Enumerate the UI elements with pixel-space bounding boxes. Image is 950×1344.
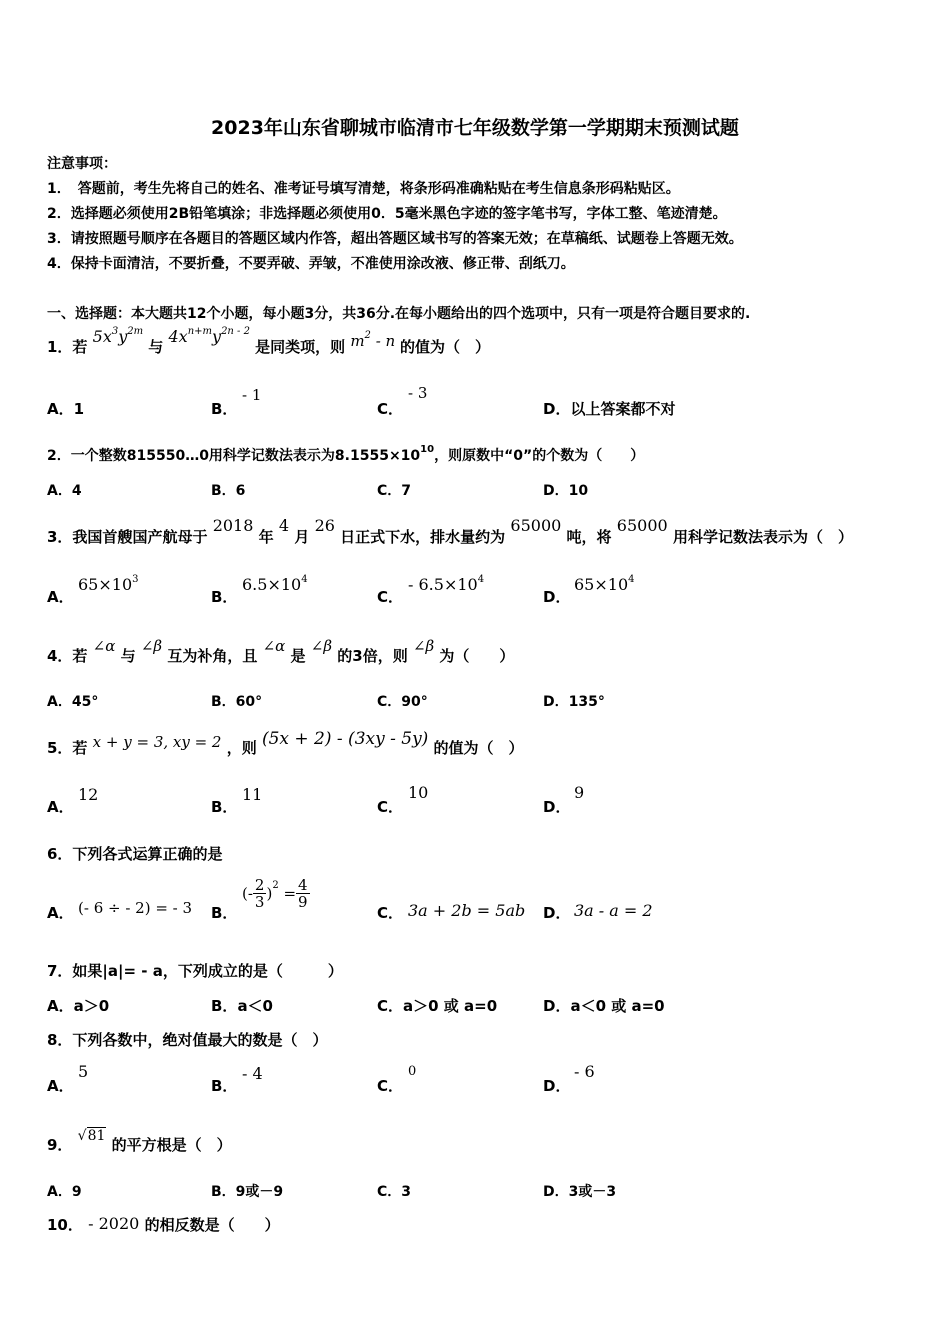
option-d: D．a＜0 或 a=0 xyxy=(543,997,665,1015)
notice-item: 4．保持卡面清洁，不要折叠，不要弄破、弄皱，不准使用涂改液、修正带、刮纸刀。 xyxy=(47,256,575,272)
option-a: A． xyxy=(47,1077,74,1095)
option-b-value: 11 xyxy=(242,785,263,804)
question-7: 7．如果|a|= - a，下列成立的是（ ） xyxy=(47,962,343,980)
option-b-value: $6.5\times 10^4$ xyxy=(242,573,308,594)
option-d: D． xyxy=(543,904,571,922)
option-d: D．10 xyxy=(543,483,589,499)
option-c: C． xyxy=(377,904,404,922)
sqrt-expr: √81 xyxy=(77,1128,106,1144)
question-10: 10． - 2020 的相反数是（ ） xyxy=(47,1214,280,1234)
option-c: C． xyxy=(377,400,404,418)
option-b: B．9或－9 xyxy=(211,1184,284,1200)
option-a-value: (- 6 ÷ - 2) = - 3 xyxy=(78,899,193,917)
option-d: D．135° xyxy=(543,694,605,710)
option-c: C．3 xyxy=(377,1184,412,1200)
option-a-value: $65\times 10^3$ xyxy=(78,573,139,594)
option-b: B．a＜0 xyxy=(211,997,273,1015)
option-c-value: - 3 xyxy=(408,384,428,402)
option-b: B． xyxy=(211,798,238,816)
option-a: A． xyxy=(47,798,74,816)
option-b: B．6 xyxy=(211,483,246,499)
expr-3: $m^2$ - n xyxy=(350,330,396,350)
option-b: B． xyxy=(211,400,238,418)
question-4: 4．若 ∠α 与 ∠β 互为补角，且 ∠α 是 ∠β 的3倍，则 ∠β 为（ ） xyxy=(47,637,515,665)
notice-item: 1． 答题前，考生先将自己的姓名、准考证号填写清楚，将条形码准确粘贴在考生信息条形码粘贴区。 xyxy=(47,181,680,197)
option-c-value: - $6.5\times 10^4$ xyxy=(408,573,485,594)
notice-item: 2．选择题必须使用2B铅笔填涂；非选择题必须使用0．5毫米黑色字迹的签字笔书写，字体工整、笔迹清楚。 xyxy=(47,206,727,222)
option-c-value: 0 xyxy=(408,1064,417,1079)
option-c: C． xyxy=(377,798,404,816)
option-b: B． xyxy=(211,588,238,606)
option-d: D．以上答案都不对 xyxy=(543,400,676,418)
option-b: B．60° xyxy=(211,694,263,710)
section-heading: 一、选择题：本大题共12个小题，每小题3分，共36分.在每小题给出的四个选项中，只有一项是符合题目要求的. xyxy=(47,306,751,322)
option-d-value: $65\times 10^4$ xyxy=(574,573,635,594)
option-b: B． xyxy=(211,904,238,922)
option-c-value: 3a + 2b = 5ab xyxy=(408,901,526,920)
question-3: 3．我国首艘国产航母于 2018 年 4 月 26 日正式下水，排水量约为 65000 吨，将 65000 用科学记数法表示为（ ） xyxy=(47,516,853,546)
option-c: C． xyxy=(377,1077,404,1095)
option-d: D． xyxy=(543,1077,571,1095)
question-6: 6．下列各式运算正确的是 xyxy=(47,845,223,863)
option-d-value: 9 xyxy=(574,783,585,802)
expr-2: $4x^{n+m}y^{2n - 2}$ xyxy=(168,325,250,346)
option-d: D． xyxy=(543,588,571,606)
page-title: 2023年山东省聊城市临清市七年级数学第一学期期末预测试题 xyxy=(211,117,739,139)
question-5: 5．若 x + y = 3, xy = 2 ，则 (5x + 2) - (3xy - 5y) 的值为（ ） xyxy=(47,729,524,757)
option-b-value: - 1 xyxy=(242,386,262,404)
notice-heading: 注意事项： xyxy=(47,156,117,172)
expr-1: $5x^3y^{2m}$ xyxy=(92,325,144,346)
question-1: 1．若 $5x^3y^{2m}$ 与 $4x^{n+m}y^{2n - 2}$ 是同类项，则 $m^2$ - n 的值为（ ） xyxy=(47,325,490,356)
option-d: D．3或－3 xyxy=(543,1184,617,1200)
option-c-value: 10 xyxy=(408,783,429,802)
option-a: A． xyxy=(47,904,74,922)
option-a: A．4 xyxy=(47,483,82,499)
option-d-value: - 6 xyxy=(574,1062,595,1081)
option-a-value: 5 xyxy=(78,1062,89,1081)
option-b: B． xyxy=(211,1077,238,1095)
option-a: A．45° xyxy=(47,694,99,710)
option-c: C．90° xyxy=(377,694,428,710)
option-b-value: - 4 xyxy=(242,1064,263,1083)
option-c: C． xyxy=(377,588,404,606)
option-c: C．7 xyxy=(377,483,412,499)
option-a: A．a＞0 xyxy=(47,997,110,1015)
option-d-value: 3a - a = 2 xyxy=(574,901,653,920)
option-c: C．a＞0 或 a=0 xyxy=(377,997,498,1015)
question-2: 2．一个整数815550…0用科学记数法表示为$8.1555\times 10^{10}$，则原数中“0”的个数为（ ） xyxy=(47,444,645,464)
option-a-value: 12 xyxy=(78,785,99,804)
option-d: D． xyxy=(543,798,571,816)
question-8: 8．下列各数中，绝对值最大的数是（ ） xyxy=(47,1031,328,1049)
question-9: 9． √81 的平方根是（ ） xyxy=(47,1128,232,1154)
option-a: A． xyxy=(47,588,74,606)
option-a: A．9 xyxy=(47,1184,82,1200)
option-b-value: (- $\frac{2}{3}$ )$^2$ = $\frac{4}{9}$ xyxy=(242,876,308,911)
option-a: A．1 xyxy=(47,400,85,418)
notice-item: 3．请按照题号顺序在各题目的答题区域内作答，超出答题区域书写的答案无效；在草稿纸、试题卷上答题无效。 xyxy=(47,231,743,247)
